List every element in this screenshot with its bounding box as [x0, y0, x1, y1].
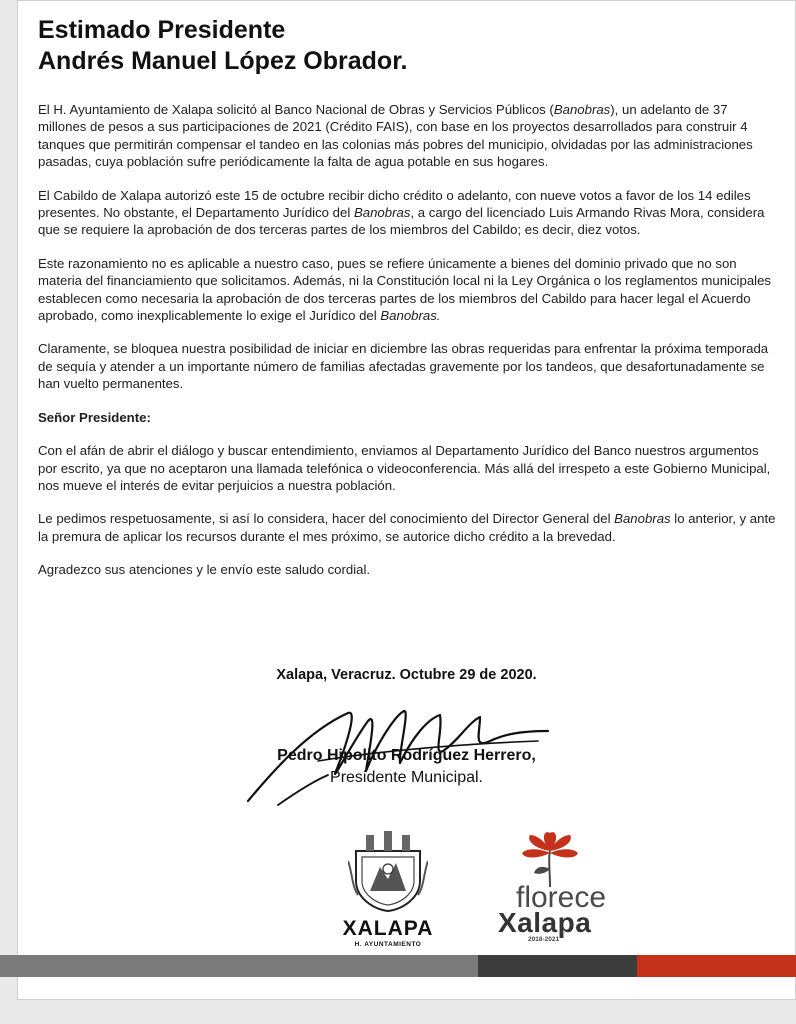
xalapa-ayuntamiento-logo — [333, 831, 443, 946]
paragraph-7: Agradezco sus atenciones y le envío este saludo cordial. — [38, 562, 371, 578]
paragraph-5: Con el afán de abrir el diálogo y buscar entendimiento, enviamos al Departamento Jurídico del Banco nuestros argumentos por escrito, ya que no aceptaron una llamada telefónica o videoconferencia. Más allá del irrespeto a este Gobierno Municipal, nos mueve el interés de evitar perjuicios a nuestra población. — [38, 443, 771, 493]
paragraph-1 — [38, 101, 778, 171]
xalapa-word: Xalapa — [498, 907, 592, 938]
title-line-2: Andrés Manuel López Obrador. — [38, 47, 408, 75]
place-date: Xalapa, Veracruz. Octubre 29 de 2020. — [276, 667, 537, 683]
paragraph-1-banobras: Banobras — [553, 102, 611, 117]
paragraph-4: Claramente, se bloquea nuestra posibilidad de iniciar en diciembre las obras requeridas para enfrentar la próxima temporada de sequía y atender a un importante número de familias afectadas gravemente por los tandeos, que desafortunadamente se han vuelto permanentes. — [38, 341, 769, 392]
signer-block — [18, 745, 795, 789]
paragraph-6-text-a: Le pedimos respetuosamente, si así lo considera, hacer del conocimiento del Director General del — [38, 511, 615, 527]
xalapa-logo-subtitle: H. AYUNTAMIENTO — [354, 941, 422, 948]
paragraph-2-text-c: , a cargo del licenciado Luis Armando Rivas Mora, considera que se requiere la aprobación de dos terceras partes de los miembros del Cabildo; es decir, diez votos. — [38, 205, 765, 238]
paragraph-6-text-c: lo anterior, y ante la premura de aplicar los recursos durante el mes próximo, se autorice dicho crédito a la brevedad. — [38, 511, 776, 544]
footer-bar-dark — [478, 955, 637, 977]
footer-bar-gray — [0, 955, 478, 977]
paragraph-2-text-a: El Cabildo de Xalapa autorizó este 15 de octubre recibir dicho crédito o adelanto, con nueve votos a favor de los 14 ediles presentes. No obstante, el Departamento Jurídico del — [38, 187, 751, 221]
paragraph-3-text-a: Este razonamiento no es aplicable a nuestro caso, pues se refiere únicamente a bienes del dominio privado que no son materia del financiamiento que solicitamos. Además, ni la Constitución local ni la Ley Orgánica o los reglamentos municipales establecen como necesaria la aprobación de dos terceras partes de los miembros del Cabildo para hacer legal el Acuerdo aprobado, como inexplicablemente lo exige el Jurídico del — [38, 255, 772, 324]
red-flower-icon — [510, 829, 590, 889]
salutation: Señor Presidente: — [38, 409, 151, 425]
signer-name: Pedro Hipolito Rodríguez Herrero, — [277, 747, 536, 764]
xalapa-logo-name: XALAPA — [342, 917, 434, 940]
title-line-1: Estimado Presidente — [38, 16, 286, 44]
paragraph-6-banobras: Banobras — [614, 511, 671, 527]
paragraph-2-banobras: Banobras — [353, 205, 411, 221]
footer-color-bar — [0, 955, 796, 977]
letter-title — [38, 15, 758, 77]
florece-years: 2018-2021 — [528, 936, 560, 943]
paragraph-1-text-a: El H. Ayuntamiento de Xalapa solicitó al Banco Nacional de Obras y Servicios Públicos ( — [38, 102, 554, 117]
footer-bar-red — [637, 955, 796, 977]
paragraph-2 — [38, 187, 778, 239]
paragraph-3-banobras: Banobras. — [380, 308, 441, 324]
paragraph-3 — [38, 255, 778, 325]
signer-role: Presidente Municipal. — [330, 769, 483, 786]
florece-xalapa-logo — [488, 829, 608, 949]
paragraph-6 — [38, 510, 778, 545]
coat-of-arms-icon — [348, 831, 428, 913]
florece-word: florece — [516, 881, 607, 914]
paragraph-1-text-c: ), un adelanto de 37 millones de pesos a sus participaciones de 2021 (Crédito FAIS), con base en los proyectos desarrollados para construir 4 tanques que permitirán compensar el tandeo en las colonias más pobres del municipio, olvidadas por las administraciones pasadas, cuya población sufre periódicamente la falta de agua potable en sus hogares. — [38, 102, 753, 170]
letter-page — [17, 0, 796, 1000]
letter-body — [38, 101, 778, 595]
